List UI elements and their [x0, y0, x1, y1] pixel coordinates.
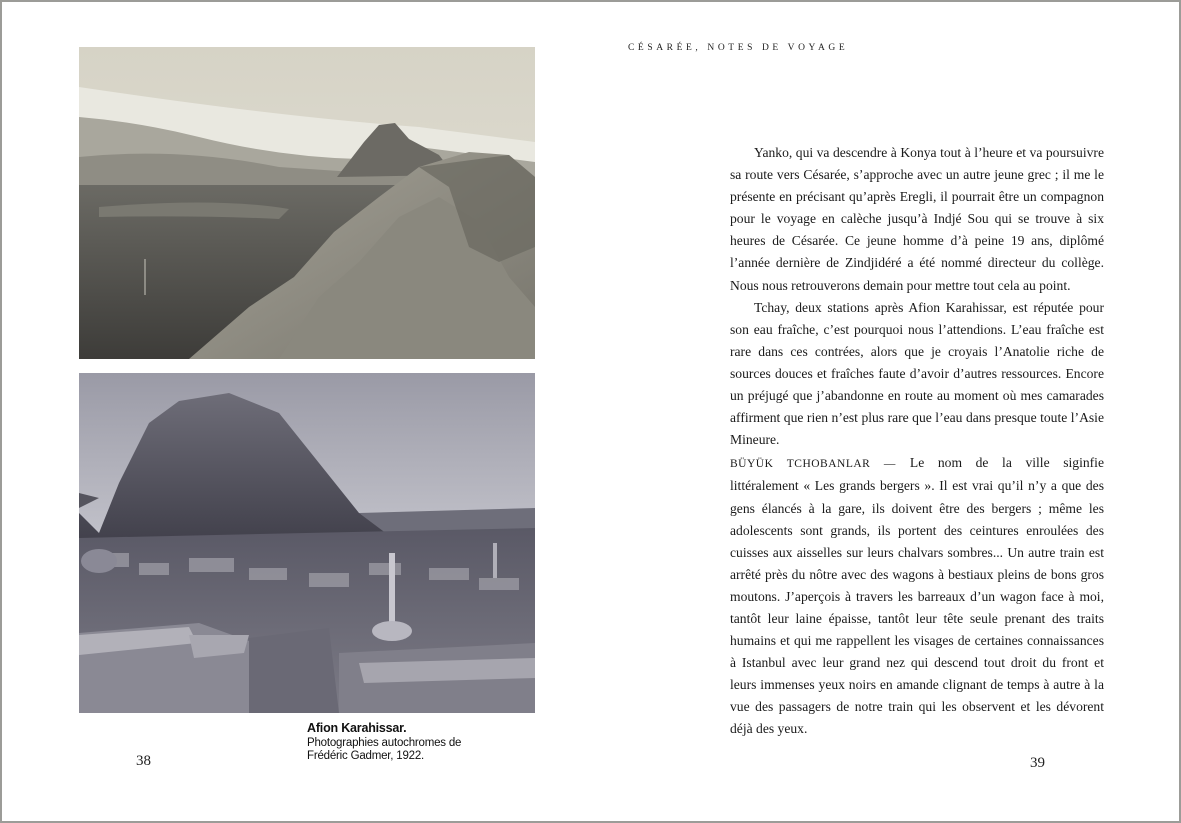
caption-line: Photographies autochromes de [307, 737, 462, 749]
page-number-right: 39 [1030, 755, 1045, 771]
caption-title: Afion Karahissar. [307, 721, 407, 735]
section-text: Le nom de la ville siginfie littéralement « Les grands bergers ». Il est vrai qu’il n’y a que des gens élancés à la gare, ils doivent être des bergers ; même les adolescents sont grands, ils portent des ceintures enroulées des cuisses aux aisselles sur leurs chalvars sombres... Un autre train est arrêté près du nôtre avec des wagons à bestiaux pleins de bons gros moutons. J’aperçois à travers les barreaux d’un wagon face à moi, tantôt leur laine épaisse, tantôt leur tête seule prenant des traits humains et qui me rappellent les visages de certaines connaissances à Istanbul avec leur grand nez qui descend tout droit du front et leurs immenses yeux noirs en amande clignant de temps à autre à la vue des passagers de notre train qui les observent et les dévorent déjà des yeux. [730, 455, 1104, 737]
page-number-left: 38 [136, 753, 151, 769]
photo-landscape-image [79, 47, 535, 359]
running-head: CÉSARÉE, NOTES DE VOYAGE [628, 43, 849, 53]
photo-citadel-image [79, 373, 535, 713]
paragraph: Yanko, qui va descendre à Konya tout à l’heure et va poursuivre sa route vers Césarée, s’approche avec un autre jeune grec ; il me le présente en précisant qu’après Eregli, il pourrait être un compagnon pour le voyage en calèche jusqu’à Indjé Sou qui se trouve à six heures de Césarée. Ce jeune homme d’à peine 19 ans, diplômé l’année dernière de Zindjidéré a été nommé directeur du collège. Nous nous retrouverons demain pour mettre tout cela au point. [730, 145, 1104, 293]
caption-line: Frédéric Gadmer, 1922. [307, 750, 425, 762]
section-heading: BÜYÜK TCHOBANLAR — [730, 458, 896, 471]
paragraph: Tchay, deux stations après Afion Karahissar, est réputée pour son eau fraîche, c’est pourquoi nous l’attendions. L’eau fraîche est rare dans ces contrées, alors que je croyais l’Anatolie riche de sources douces et fraîches faute d’avoir d’autres ressources. Encore un préjugé que j’abandonne en route au moment où mes camarades affirment que rien n’est plus rare que l’eau dans presque toute l’Asie Mineure. [730, 299, 1104, 448]
photo-landscape [79, 47, 535, 359]
photo-caption [307, 721, 507, 763]
section-paragraph [730, 452, 1104, 740]
body-text [730, 142, 1104, 741]
photo-citadel [79, 373, 535, 713]
